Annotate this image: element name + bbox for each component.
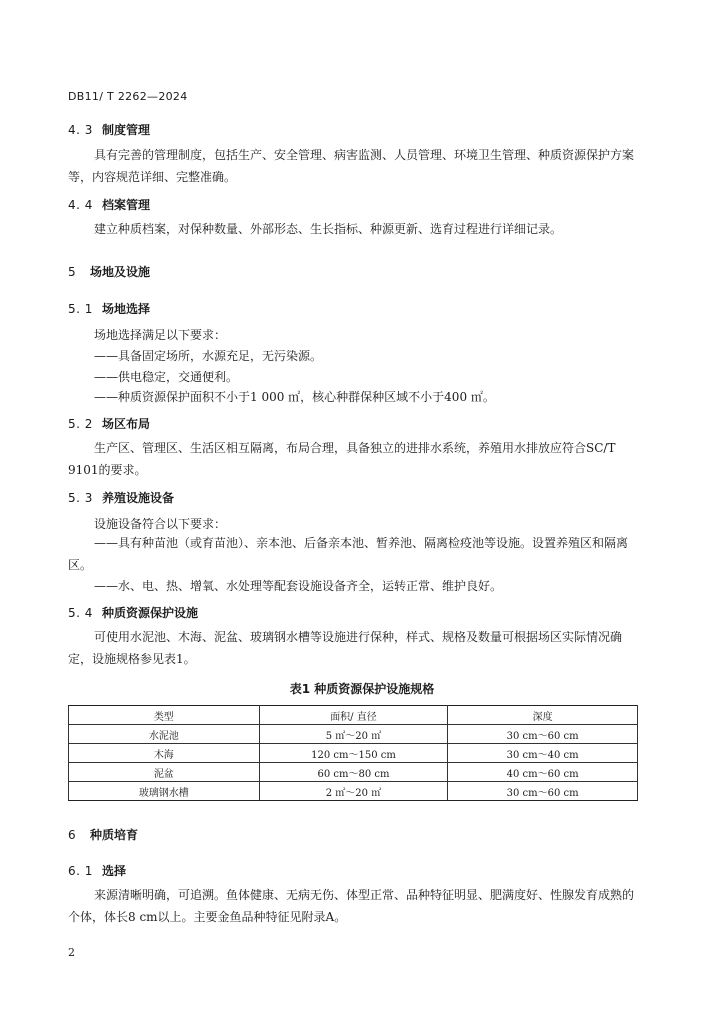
table-row (69, 725, 638, 744)
table-cell: 水泥池 (69, 725, 260, 744)
section-title: 场区布局 (102, 417, 151, 431)
heading-5-4 (68, 604, 198, 621)
section-number: 5. 1 (68, 302, 93, 316)
section-title: 档案管理 (102, 198, 151, 212)
standard-code-header: DB11/ T 2262—2024 (68, 90, 188, 103)
table-cell: 60 cm～80 cm (259, 763, 448, 782)
paragraph-5-4: 可使用水泥池、木海、泥盆、玻璃钢水槽等设施进行保种，样式、规格及数量可根据场区实际情况确定，设施规格参见表1。 (68, 630, 623, 666)
list-item: ——具有种苗池（或育苗池）、亲本池、后备亲本池、暂养池、隔离检疫池等设施。设置养殖区和隔离区。 (68, 536, 629, 572)
section-number: 5. 3 (68, 491, 93, 505)
section-title: 场地选择 (102, 302, 151, 316)
table-row (69, 744, 638, 763)
heading-4-4 (68, 196, 150, 213)
table-cell: 玻璃钢水槽 (69, 782, 260, 801)
section-title: 场地及设施 (90, 265, 151, 279)
section-number: 5. 4 (68, 606, 93, 620)
table-cell: 30 cm～60 cm (448, 725, 638, 744)
table-cell: 30 cm～60 cm (448, 782, 638, 801)
paragraph-4-3: 具有完善的管理制度，包括生产、安全管理、病害监测、人员管理、环境卫生管理、种质资源保护方案等，内容规范详细、完整准确。 (68, 148, 635, 184)
column-header-type: 类型 (69, 706, 260, 725)
section-title: 养殖设施设备 (102, 491, 175, 505)
list-item: ——具备固定场所，水源充足，无污染源。 (94, 349, 323, 363)
list-item: ——水、电、热、增氧、水处理等配套设施设备齐全，运转正常、维护良好。 (94, 579, 503, 593)
section-number: 4. 3 (68, 123, 93, 137)
heading-5-2 (68, 415, 150, 432)
table-caption: 表1 种质资源保护设施规格 (289, 682, 435, 696)
column-header-area: 面积/ 直径 (259, 706, 448, 725)
table-cell: 2 ㎡～20 ㎡ (259, 782, 448, 801)
page-number: 2 (68, 946, 75, 959)
column-header-depth: 深度 (448, 706, 638, 725)
heading-5-3 (68, 489, 174, 506)
table-cell: 泥盆 (69, 763, 260, 782)
section-title: 选择 (102, 864, 127, 878)
heading-6 (68, 826, 138, 843)
table-cell: 30 cm～40 cm (448, 744, 638, 763)
heading-5-1 (68, 300, 150, 317)
table-cell: 木海 (69, 744, 260, 763)
table-cell: 5 ㎡～20 ㎡ (259, 725, 448, 744)
paragraph-5-2: 生产区、管理区、生活区相互隔离，布局合理，具备独立的进排水系统，养殖用水排放应符合SC/T 9101的要求。 (68, 441, 616, 477)
section-title: 种质培育 (90, 828, 139, 842)
section-title: 种质资源保护设施 (102, 606, 199, 620)
section-number: 5 (68, 265, 77, 279)
table-cell: 120 cm～150 cm (259, 744, 448, 763)
heading-5 (68, 263, 150, 280)
heading-4-3 (68, 121, 150, 138)
heading-6-1 (68, 862, 126, 879)
section-number: 4. 4 (68, 198, 93, 212)
list-intro-5-3: 设施设备符合以下要求： (94, 517, 227, 531)
list-intro-5-1: 场地选择满足以下要求： (94, 328, 227, 342)
section-number: 6. 1 (68, 864, 93, 878)
paragraph-4-4: 建立种质档案，对保种数量、外部形态、生长指标、种源更新、选育过程进行详细记录。 (94, 222, 563, 236)
table-row (69, 763, 638, 782)
section-number: 6 (68, 828, 77, 842)
table-header-row (69, 706, 638, 725)
facility-spec-table (68, 705, 638, 801)
paragraph-6-1: 来源清晰明确，可追溯。鱼体健康、无病无伤、体型正常、品种特征明显、肥满度好、性腺发育成熟的个体，体长8 cm以上。主要金鱼品种特征见附录A。 (68, 888, 635, 924)
list-item: ——种质资源保护面积不小于1 000 ㎡，核心种群保种区域不小于400 ㎡。 (94, 390, 495, 404)
table-cell: 40 cm～60 cm (448, 763, 638, 782)
section-title: 制度管理 (102, 123, 151, 137)
list-item: ——供电稳定，交通便利。 (94, 370, 239, 384)
table-row (69, 782, 638, 801)
section-number: 5. 2 (68, 417, 93, 431)
